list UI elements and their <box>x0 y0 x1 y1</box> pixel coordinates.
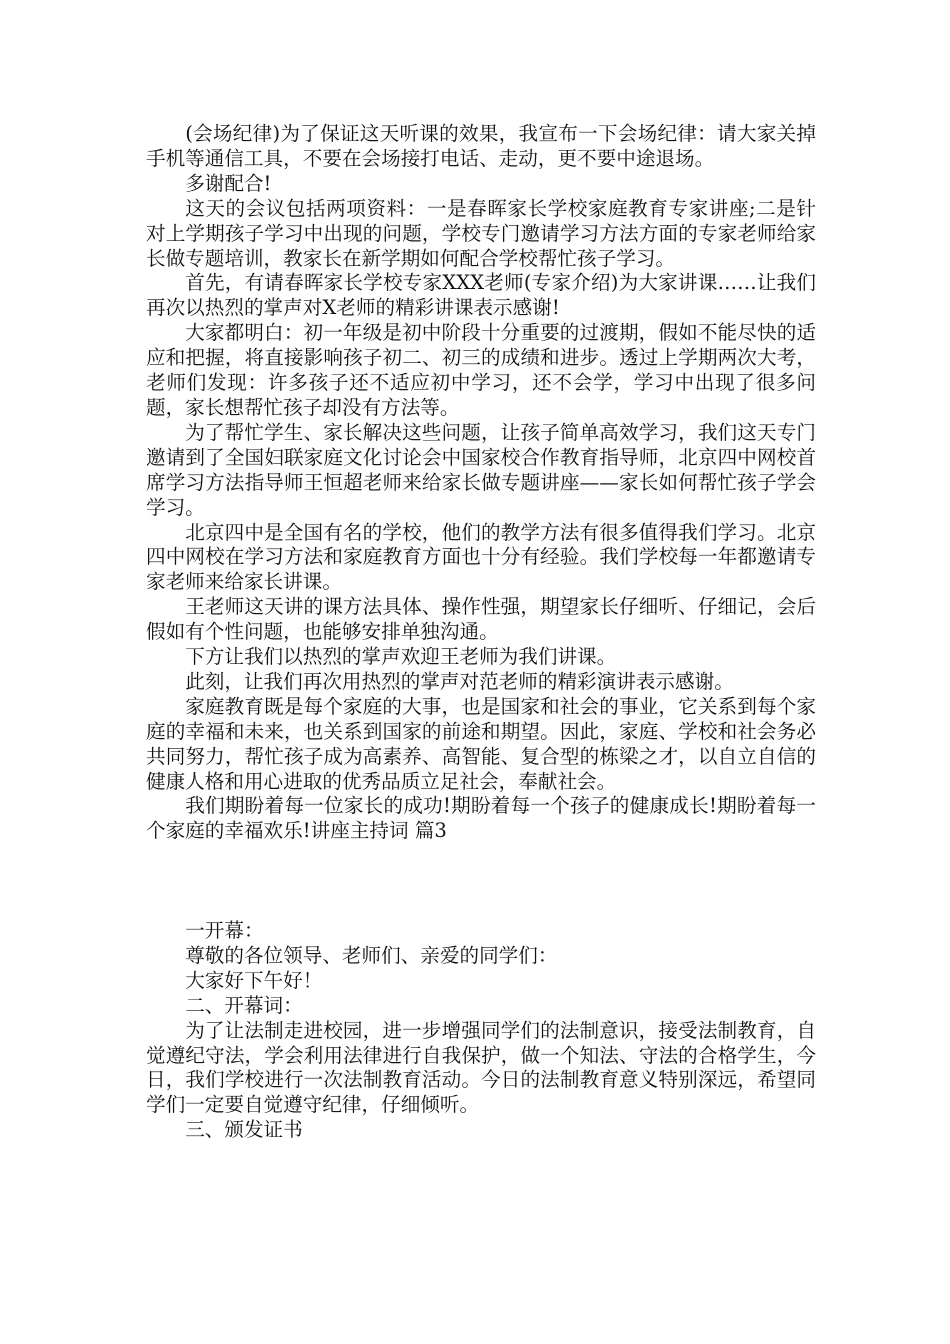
paragraph-agenda: 这天的会议包括两项资料：一是春晖家长学校家庭教育专家讲座;二是针对上学期孩子学习中出现的问题，学校专门邀请学习方法方面的专家老师给家长做专题培训，教家长在新学期如何配合学校帮忙孩子学习。 <box>146 196 816 270</box>
paragraph-legal-education: 为了让法制走进校园，进一步增强同学们的法制意识，接受法制教育，自觉遵纪守法，学会利用法律进行自我保护，做一个知法、守法的合格学生，今日，我们学校进行一次法制教育活动。今日的法制教育意义特别深远，希望同学们一定要自觉遵守纪律，仔细倾听。 <box>146 1018 816 1117</box>
paragraph-lecture-method: 王老师这天讲的课方法具体、操作性强，期望家长仔细听、仔细记，会后假如有个性问题，也能够安排单独沟通。 <box>146 595 816 644</box>
paragraph-welcome: 下方让我们以热烈的掌声欢迎王老师为我们讲课。 <box>185 645 617 669</box>
paragraph-beijing-school: 北京四中是全国有名的学校，他们的教学方法有很多值得我们学习。北京四中网校在学习方法和家庭教育方面也十分有经验。我们学校每一年都邀请专家老师来给家长讲课。 <box>146 520 816 594</box>
document-body <box>146 122 816 1143</box>
paragraph-family-education: 家庭教育既是每个家庭的大事，也是国家和社会的事业，它关系到每个家庭的幸福和未来，也关系到国家的前途和期望。因此，家庭、学校和社会务必共同努力，帮忙孩子成为高素养、高智能、复合型的栋梁之才，以自立自信的健康人格和用心进取的优秀品质立足社会，奉献社会。 <box>146 694 816 793</box>
paragraph-applause: 此刻，让我们再次用热烈的掌声对范老师的精彩演讲表示感谢。 <box>185 669 734 693</box>
section-spacer <box>146 844 816 919</box>
paragraph-transition-period: 大家都明白：初一年级是初中阶段十分重要的过渡期，假如不能尽快的适应和把握，将直接影响孩子初二、初三的成绩和进步。透过上学期两次大考，老师们发现：许多孩子还不适应初中学习，还不会学，学习中出现了很多问题，家长想帮忙孩子却没有方法等。 <box>146 321 816 419</box>
heading-opening: 一开幕： <box>185 918 264 942</box>
paragraph-greeting: 大家好下午好！ <box>185 968 323 992</box>
paragraph-venue-discipline: (会场纪律)为了保证这天听课的效果，我宣布一下会场纪律：请大家关掉手机等通信工具，不要在会场接打电话、走动，更不要中途退场。 <box>146 122 816 170</box>
paragraph-invited-expert: 为了帮忙学生、家长解决这些问题，让孩子简单高效学习，我们这天专门邀请到了全国妇联家庭文化讨论会中国家校合作教育指导师，北京四中网校首席学习方法指导师王恒超老师来给家长做专题讲座——家长如何帮忙孩子学会学习。 <box>146 420 816 519</box>
heading-certificates: 三、颁发证书 <box>185 1118 303 1142</box>
paragraph-thanks: 多谢配合! <box>185 171 272 195</box>
paragraph-closing-wishes: 我们期盼着每一位家长的成功!期盼着每一个孩子的健康成长!期盼着每一个家庭的幸福欢乐!讲座主持词 篇3 <box>146 794 816 843</box>
paragraph-first-speaker: 首先，有请春晖家长学校专家XXX老师(专家介绍)为大家讲课……让我们再次以热烈的掌声对X老师的精彩讲课表示感谢! <box>146 271 816 320</box>
heading-opening-speech: 二、开幕词： <box>185 993 303 1017</box>
paragraph-greeting-audience: 尊敬的各位领导、老师们、亲爱的同学们： <box>185 943 558 967</box>
